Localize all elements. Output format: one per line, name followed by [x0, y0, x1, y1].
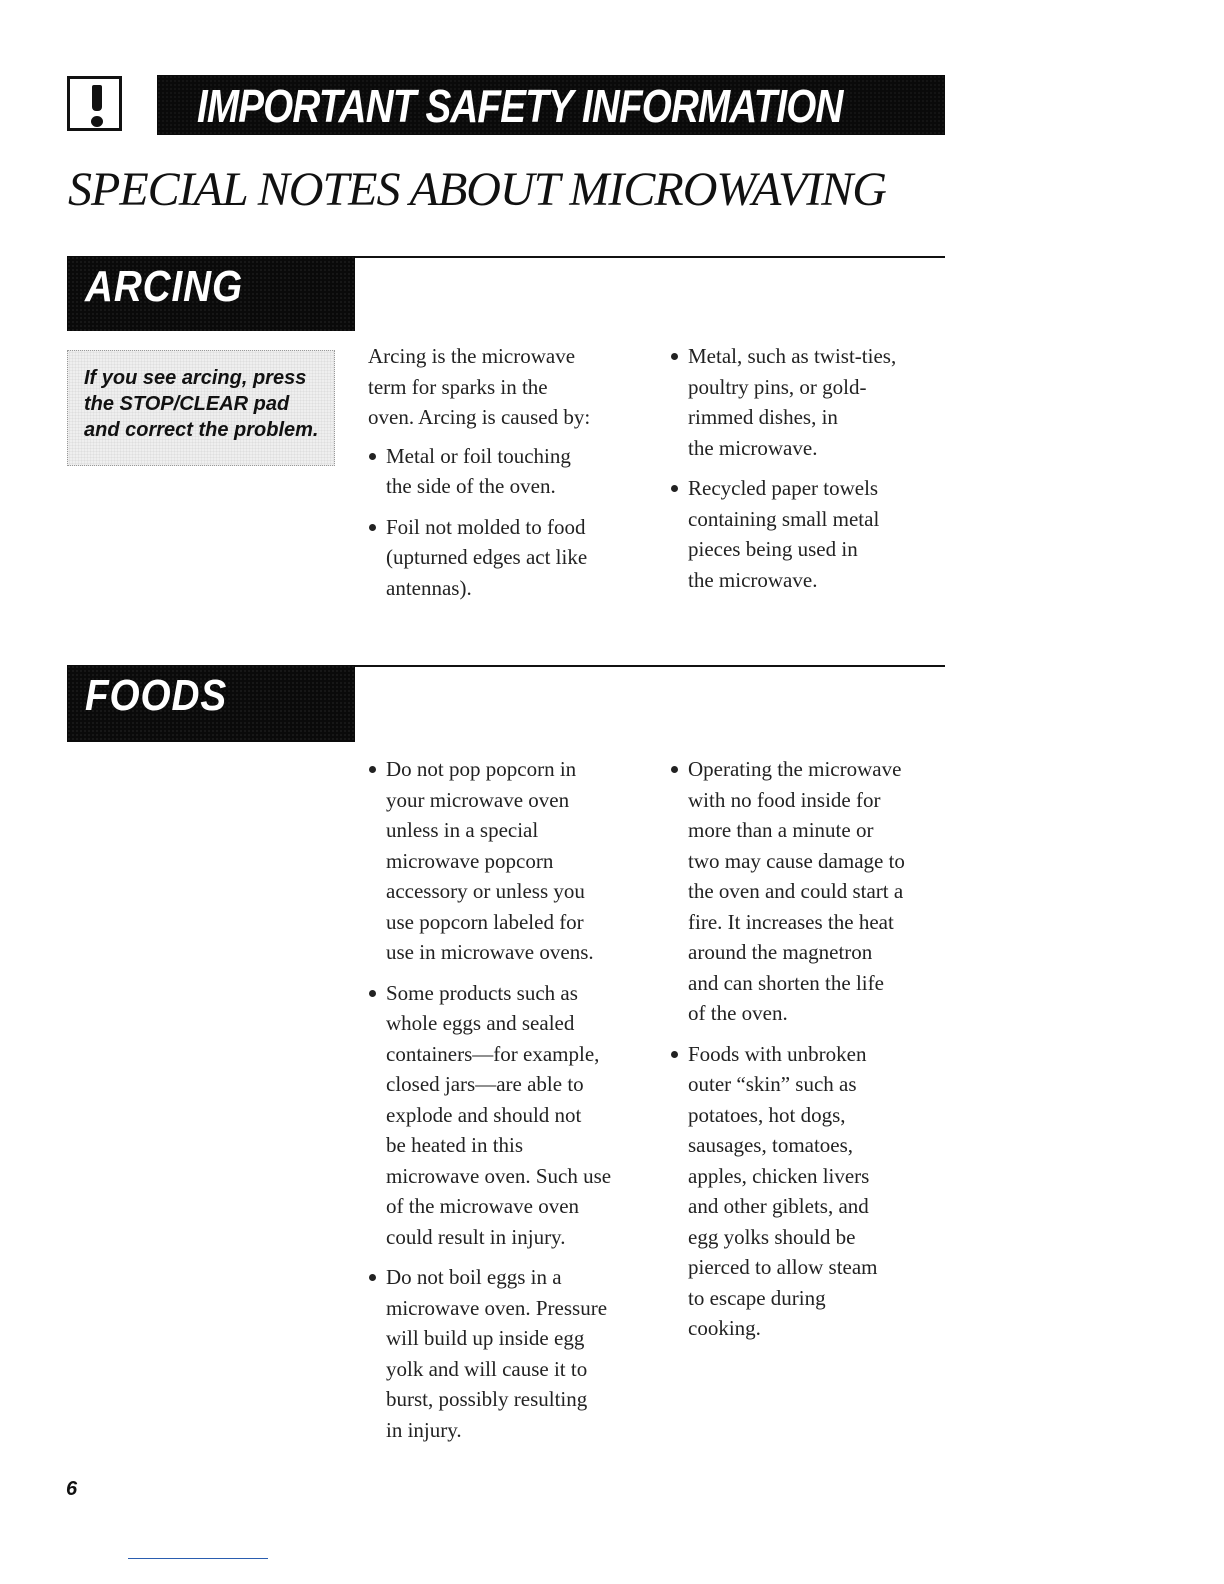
- bullet-text-line: two may cause damage to: [688, 848, 905, 873]
- intro-line: Arcing is the microwave: [368, 344, 576, 368]
- arcing-intro: [368, 341, 658, 433]
- foods-left-bullet-3: [368, 1262, 658, 1445]
- bullet-text-line: more than a minute or: [688, 818, 874, 842]
- arcing-rule: [355, 256, 945, 258]
- bullet-text-line: unless in a special: [386, 818, 539, 842]
- bullet-text-line: use popcorn labeled for: [386, 909, 584, 934]
- bullet-dot-icon: [671, 353, 678, 360]
- bullet-dot-icon: [671, 766, 678, 773]
- bullet-text-line: (upturned edges act like: [386, 545, 588, 569]
- bullet-text-line: cooking.: [688, 1316, 761, 1340]
- bullet-text-line: Foods with unbroken: [688, 1041, 867, 1066]
- intro-line: term for sparks in the: [368, 374, 548, 399]
- foods-right-bullet-2: [670, 1039, 960, 1344]
- bullet-text-line: outer “skin” such as: [688, 1072, 857, 1096]
- bullet-text-line: potatoes, hot dogs,: [688, 1102, 846, 1127]
- bullet-text-line: of the microwave oven: [386, 1194, 580, 1218]
- exclamation-dot: [91, 116, 103, 127]
- bullet-text-line: Do not pop popcorn in: [386, 757, 577, 781]
- arcing-title: ARCING: [85, 262, 244, 311]
- bullet-text-line: your microwave oven: [386, 787, 570, 812]
- arcing-banner: [67, 256, 355, 331]
- bullet-text-line: pierced to allow steam: [688, 1255, 878, 1279]
- exclamation-bar: [92, 85, 102, 111]
- page-title: SPECIAL NOTES ABOUT MICROWAVING: [68, 163, 886, 216]
- bullet-text-line: whole eggs and sealed: [386, 1011, 575, 1035]
- bullet-dot-icon: [369, 524, 376, 531]
- footer-line: [128, 1558, 268, 1559]
- bullet-text-line: fire. It increases the heat: [688, 909, 894, 934]
- header-banner: [157, 75, 945, 135]
- bullet-text-line: Foil not molded to food: [386, 514, 586, 539]
- bullet-text-line: microwave oven. Such use: [386, 1163, 612, 1188]
- foods-left-bullet-1: [368, 754, 658, 968]
- bullet-text-line: the side of the oven.: [386, 474, 556, 498]
- intro-line: oven. Arcing is caused by:: [368, 405, 591, 429]
- foods-right-bullet-1: [670, 754, 960, 1029]
- bullet-text-line: rimmed dishes, in: [688, 405, 838, 429]
- bullet-text-line: antennas).: [386, 575, 472, 600]
- arcing-right-column: [670, 341, 960, 605]
- bullet-dot-icon: [369, 1274, 376, 1281]
- bullet-dot-icon: [369, 766, 376, 773]
- bullet-text-line: around the magnetron: [688, 940, 873, 964]
- bullet-text-line: be heated in this: [386, 1133, 524, 1157]
- bullet-text-line: closed jars—are able to: [386, 1072, 584, 1096]
- foods-right-column: [670, 754, 960, 1354]
- bullet-text-line: Some products such as: [386, 980, 578, 1005]
- bullet-text-line: the oven and could start a: [688, 879, 904, 903]
- bullet-text-line: poultry pins, or gold-: [688, 374, 867, 399]
- tip-line: If you see arcing, press: [84, 367, 307, 389]
- bullet-dot-icon: [369, 453, 376, 460]
- tip-line: and correct the problem.: [84, 419, 319, 441]
- foods-rule: [355, 665, 945, 667]
- bullet-text-line: Do not boil eggs in a: [386, 1265, 562, 1289]
- bullet-text-line: explode and should not: [386, 1102, 582, 1127]
- bullet-text-line: Operating the microwave: [688, 757, 902, 781]
- bullet-text-line: containing small metal: [688, 506, 880, 531]
- bullet-text-line: accessory or unless you: [386, 879, 585, 903]
- tip-line: the STOP/CLEAR pad: [84, 393, 290, 415]
- bullet-text-line: microwave oven. Pressure: [386, 1295, 608, 1320]
- bullet-text-line: pieces being used in: [688, 537, 858, 561]
- bullet-text-line: Metal, such as twist-ties,: [688, 344, 897, 368]
- arcing-left-bullet-1: [368, 441, 658, 502]
- bullet-text-line: to escape during: [688, 1285, 826, 1310]
- bullet-text-line: could result in injury.: [386, 1224, 566, 1249]
- bullet-text-line: apples, chicken livers: [688, 1163, 870, 1188]
- arcing-left-bullet-2: [368, 512, 658, 604]
- arcing-right-bullet-2: [670, 473, 960, 595]
- bullet-text-line: of the oven.: [688, 1001, 788, 1025]
- bullet-dot-icon: [369, 990, 376, 997]
- bullet-dot-icon: [671, 1051, 678, 1058]
- bullet-text-line: in injury.: [386, 1417, 462, 1442]
- arcing-left-column: [368, 341, 658, 613]
- arcing-tip-text: [84, 365, 332, 443]
- bullet-text-line: and other giblets, and: [688, 1194, 869, 1218]
- foods-left-bullet-2: [368, 978, 658, 1253]
- bullet-dot-icon: [671, 485, 678, 492]
- bullet-text-line: Metal or foil touching: [386, 443, 571, 468]
- bullet-text-line: microwave popcorn: [386, 848, 554, 873]
- bullet-text-line: use in microwave ovens.: [386, 940, 594, 964]
- bullet-text-line: and can shorten the life: [688, 970, 884, 995]
- bullet-text-line: the microwave.: [688, 567, 818, 592]
- bullet-text-line: will build up inside egg: [386, 1326, 585, 1350]
- page-number: 6: [66, 1478, 78, 1500]
- bullet-text-line: egg yolks should be: [688, 1224, 856, 1249]
- bullet-text-line: the microwave.: [688, 435, 818, 460]
- bullet-text-line: containers—for example,: [386, 1041, 600, 1066]
- header-banner-title: IMPORTANT SAFETY INFORMATION: [197, 80, 843, 132]
- bullet-text-line: with no food inside for: [688, 787, 881, 812]
- alert-icon: [67, 76, 122, 131]
- bullet-text-line: yolk and will cause it to: [386, 1356, 588, 1381]
- arcing-tip-box: [67, 350, 335, 466]
- arcing-right-bullet-1: [670, 341, 960, 463]
- bullet-text-line: sausages, tomatoes,: [688, 1133, 854, 1157]
- foods-title: FOODS: [85, 671, 228, 720]
- bullet-text-line: burst, possibly resulting: [386, 1387, 588, 1411]
- bullet-text-line: Recycled paper towels: [688, 476, 879, 500]
- foods-banner: [67, 665, 355, 742]
- foods-left-column: [368, 754, 658, 1455]
